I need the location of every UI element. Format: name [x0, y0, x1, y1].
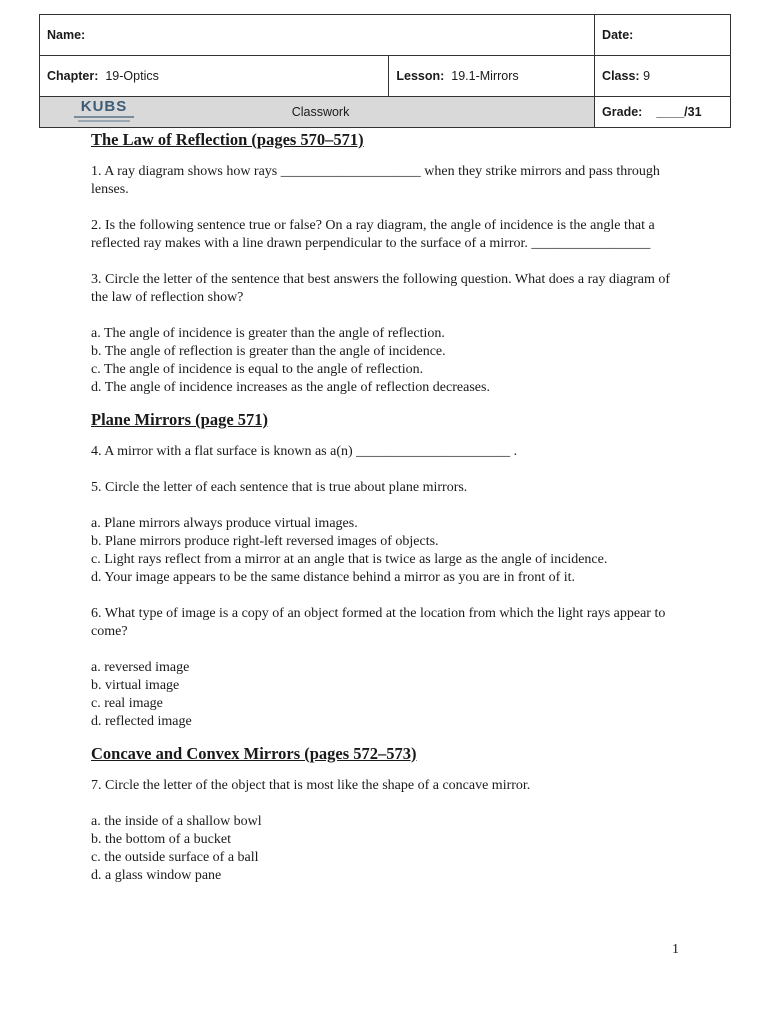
question-7: 7. Circle the letter of the object that is most like the shape of a concave mirror. — [91, 778, 531, 793]
name-cell[interactable] — [40, 15, 595, 56]
question-3: 3. Circle the letter of the sentence that best answers the following question. What does a ray diagram of the law of reflection show? — [91, 272, 671, 305]
page-number: 1 — [672, 942, 679, 957]
logo-subtext-line — [74, 116, 134, 118]
classwork-cell — [40, 97, 595, 128]
section-title-concave-convex: Concave and Convex Mirrors (pages 572–573) — [91, 744, 417, 763]
question-5: 5. Circle the letter of each sentence that is true about plane mirrors. — [91, 480, 468, 495]
q3-option-b: b. The angle of reflection is greater than the angle of incidence. — [91, 344, 446, 359]
question-2: 2. Is the following sentence true or false? On a ray diagram, the angle of incidence is the angle that a reflected ray makes with a line drawn perpendicular to the surface of a mirror. _________________ — [91, 218, 655, 251]
worksheet-type: Classwork — [291, 105, 350, 119]
section-title-law-of-reflection: The Law of Reflection (pages 570–571) — [91, 130, 364, 149]
logo-mark: KUBS — [80, 98, 128, 115]
grade-value: ____/31 — [656, 105, 702, 119]
class-value: 9 — [643, 69, 651, 83]
q7-option-d: d. a glass window pane — [91, 868, 222, 883]
q3-option-c: c. The angle of incidence is equal to the angle of reflection. — [91, 362, 424, 377]
class-label: Class: — [602, 69, 640, 83]
lesson-label: Lesson: — [396, 69, 445, 83]
worksheet-body — [91, 128, 681, 885]
question-1: 1. A ray diagram shows how rays ____________________ when they strike mirrors and pass through lenses. — [91, 164, 660, 197]
q7-option-a: a. the inside of a shallow bowl — [91, 814, 262, 829]
school-logo — [70, 99, 138, 127]
lesson-cell — [389, 56, 595, 97]
chapter-value: 19-Optics — [105, 69, 159, 83]
date-cell[interactable] — [595, 15, 731, 56]
section-title-plane-mirrors: Plane Mirrors (page 571) — [91, 410, 269, 429]
logo-subtext-line — [78, 120, 130, 122]
q5-option-b: b. Plane mirrors produce right-left reversed images of objects. — [91, 534, 439, 549]
q6-option-d: d. reflected image — [91, 714, 192, 729]
lesson-value: 19.1-Mirrors — [451, 69, 519, 83]
q5-option-c: c. Light rays reflect from a mirror at an angle that is twice as large as the angle of incidence. — [91, 552, 608, 567]
grade-label: Grade: — [602, 105, 643, 119]
q3-option-d: d. The angle of incidence increases as the angle of reflection decreases. — [91, 380, 490, 395]
chapter-cell — [40, 56, 389, 97]
name-label: Name: — [47, 28, 86, 42]
question-6: 6. What type of image is a copy of an object formed at the location from which the light rays appear to come? — [91, 606, 666, 639]
header-table — [39, 14, 731, 128]
q6-option-c: c. real image — [91, 696, 163, 711]
grade-cell — [595, 97, 731, 128]
q7-option-c: c. the outside surface of a ball — [91, 850, 259, 865]
q5-option-a: a. Plane mirrors always produce virtual images. — [91, 516, 358, 531]
q5-option-d: d. Your image appears to be the same distance behind a mirror as you are in front of it. — [91, 570, 576, 585]
q3-option-a: a. The angle of incidence is greater than the angle of reflection. — [91, 326, 445, 341]
class-cell — [595, 56, 731, 97]
q7-option-b: b. the bottom of a bucket — [91, 832, 231, 847]
q6-option-b: b. virtual image — [91, 678, 180, 693]
question-4: 4. A mirror with a flat surface is known as a(n) ______________________ . — [91, 444, 518, 459]
q6-option-a: a. reversed image — [91, 660, 190, 675]
date-label: Date: — [602, 28, 634, 42]
chapter-label: Chapter: — [47, 69, 99, 83]
